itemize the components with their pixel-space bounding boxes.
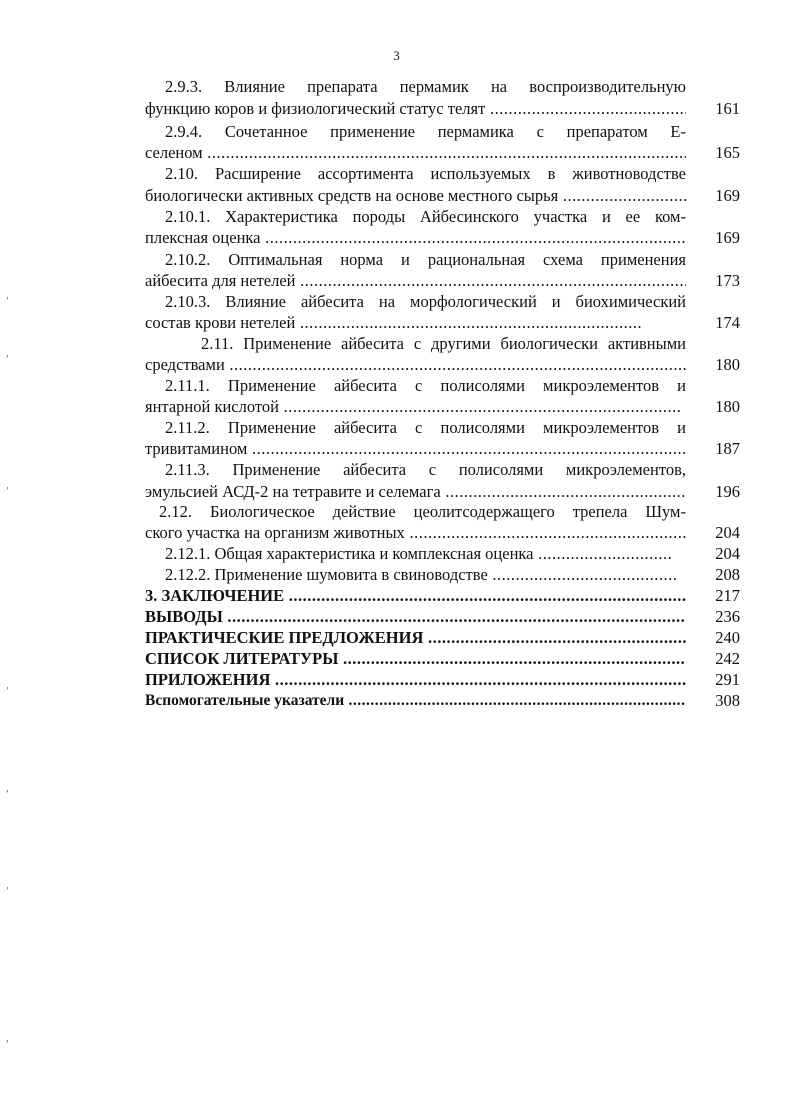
toc-entry-2-10-2-line2: айбесита для нетелей ..... bbox=[145, 270, 686, 291]
toc-entry-auxiliary-indexes-page: 308 bbox=[715, 691, 740, 710]
scan-mark: ˌ bbox=[6, 680, 9, 691]
toc-entry-appendices-page: 291 bbox=[715, 670, 740, 689]
scan-mark: ʹ bbox=[6, 1040, 9, 1051]
toc-entry-2-9-4-page: 165 bbox=[715, 143, 740, 162]
scan-mark: ˌ bbox=[6, 880, 9, 891]
scan-mark: ˌ bbox=[6, 290, 9, 301]
toc-entry-2-10-3-line1: 2.10.3. Влияние айбесита на морфологический и биохимический bbox=[165, 292, 686, 311]
toc-entry-2-10-2-page: 173 bbox=[715, 271, 740, 290]
toc-entry-2-11-3-line1: 2.11.3. Применение айбесита с полисолями микроэлементов, bbox=[165, 460, 686, 479]
toc-entry-2-12-2: 2.12.2. Применение шумовита в свиноводстве ..... bbox=[145, 564, 677, 585]
toc-entry-2-10-3-page: 174 bbox=[715, 313, 740, 332]
toc-entry-bibliography-page: 242 bbox=[715, 649, 740, 668]
toc-entry-findings-page: 236 bbox=[715, 607, 740, 626]
toc-entry-2-11-2-page: 187 bbox=[715, 439, 740, 458]
toc-entry-2-11-2-line2: тривитамином ..... bbox=[145, 438, 686, 459]
toc-entry-2-12-page: 204 bbox=[715, 523, 740, 542]
toc-entry-2-11-2-line1: 2.11.2. Применение айбесита с полисолями микроэлементов и bbox=[165, 418, 686, 437]
toc-entry-appendices: ПРИЛОЖЕНИЯ ..... bbox=[145, 669, 686, 690]
scan-mark: ʹ bbox=[6, 790, 9, 801]
scan-mark: ʹ bbox=[6, 355, 9, 366]
toc-entry-2-11-1-line1: 2.11.1. Применение айбесита с полисолями микроэлементов и bbox=[165, 376, 686, 395]
toc-entry-2-9-3-line2: функцию коров и физиологический статус телят ..... bbox=[145, 98, 686, 119]
page-number: 3 bbox=[393, 48, 400, 63]
toc-entry-2-10-3-line2: состав крови нетелей ..... bbox=[145, 312, 641, 333]
toc-entry-auxiliary-indexes: Вспомогательные указатели ..... bbox=[145, 690, 686, 711]
toc-entry-2-11-page: 180 bbox=[715, 355, 740, 374]
toc-entry-2-11-1-page: 180 bbox=[715, 397, 740, 416]
toc-entry-2-9-3-page: 161 bbox=[715, 99, 740, 118]
toc-entry-2-10-1-line1: 2.10.1. Характеристика породы Айбесинского участка и ее ком- bbox=[165, 207, 686, 226]
toc-entry-2-11-line1: 2.11. Применение айбесита с другими биологически активными bbox=[201, 334, 686, 353]
toc-entry-2-9-3-line1: 2.9.3. Влияние препарата пермамик на воспроизводительную bbox=[165, 77, 686, 96]
toc-entry-practical-proposals: ПРАКТИЧЕСКИЕ ПРЕДЛОЖЕНИЯ ..... bbox=[145, 627, 686, 648]
toc-entry-2-11-3-page: 196 bbox=[715, 482, 740, 501]
toc-entry-2-10-1-page: 169 bbox=[715, 228, 740, 247]
toc-entry-practical-proposals-page: 240 bbox=[715, 628, 740, 647]
toc-entry-2-9-4-line1: 2.9.4. Сочетанное применение пермамика с препаратом Е- bbox=[165, 122, 686, 141]
toc-entry-2-12-1-page: 204 bbox=[715, 544, 740, 563]
toc-entry-2-12-line2: ского участка на организм животных ..... bbox=[145, 522, 686, 543]
toc-entry-2-10-line2: биологически активных средств на основе местного сырья ..... bbox=[145, 185, 686, 206]
toc-entry-2-11-3-line2: эмульсией АСД-2 на тетравите и селемага ..... bbox=[145, 481, 686, 502]
toc-entry-2-9-4-line2: селеном ..... bbox=[145, 142, 686, 163]
toc-entry-2-11-1-line2: янтарной кислотой ..... bbox=[145, 396, 681, 417]
toc-entry-2-11-line2: средствами ..... bbox=[145, 354, 686, 375]
toc-entry-conclusion: 3. ЗАКЛЮЧЕНИЕ ..... bbox=[145, 585, 686, 606]
toc-entry-2-10-2-line1: 2.10.2. Оптимальная норма и рациональная схема применения bbox=[165, 250, 686, 269]
toc-entry-2-12-line1: 2.12. Биологическое действие цеолитсодержащего трепела Шум- bbox=[159, 502, 686, 521]
toc-entry-2-10-page: 169 bbox=[715, 186, 740, 205]
toc-entry-2-10-line1: 2.10. Расширение ассортимента используемых в животноводстве bbox=[165, 164, 686, 183]
toc-entry-findings: ВЫВОДЫ ..... bbox=[145, 606, 686, 627]
toc-entry-conclusion-page: 217 bbox=[715, 586, 740, 605]
toc-entry-2-12-2-page: 208 bbox=[715, 565, 740, 584]
toc-entry-bibliography: СПИСОК ЛИТЕРАТУРЫ ..... bbox=[145, 648, 686, 669]
toc-entry-2-10-1-line2: плексная оценка ..... bbox=[145, 227, 686, 248]
scan-mark: ˌ bbox=[6, 480, 9, 491]
toc-entry-2-12-1: 2.12.1. Общая характеристика и комплексная оценка ..... bbox=[145, 543, 673, 564]
